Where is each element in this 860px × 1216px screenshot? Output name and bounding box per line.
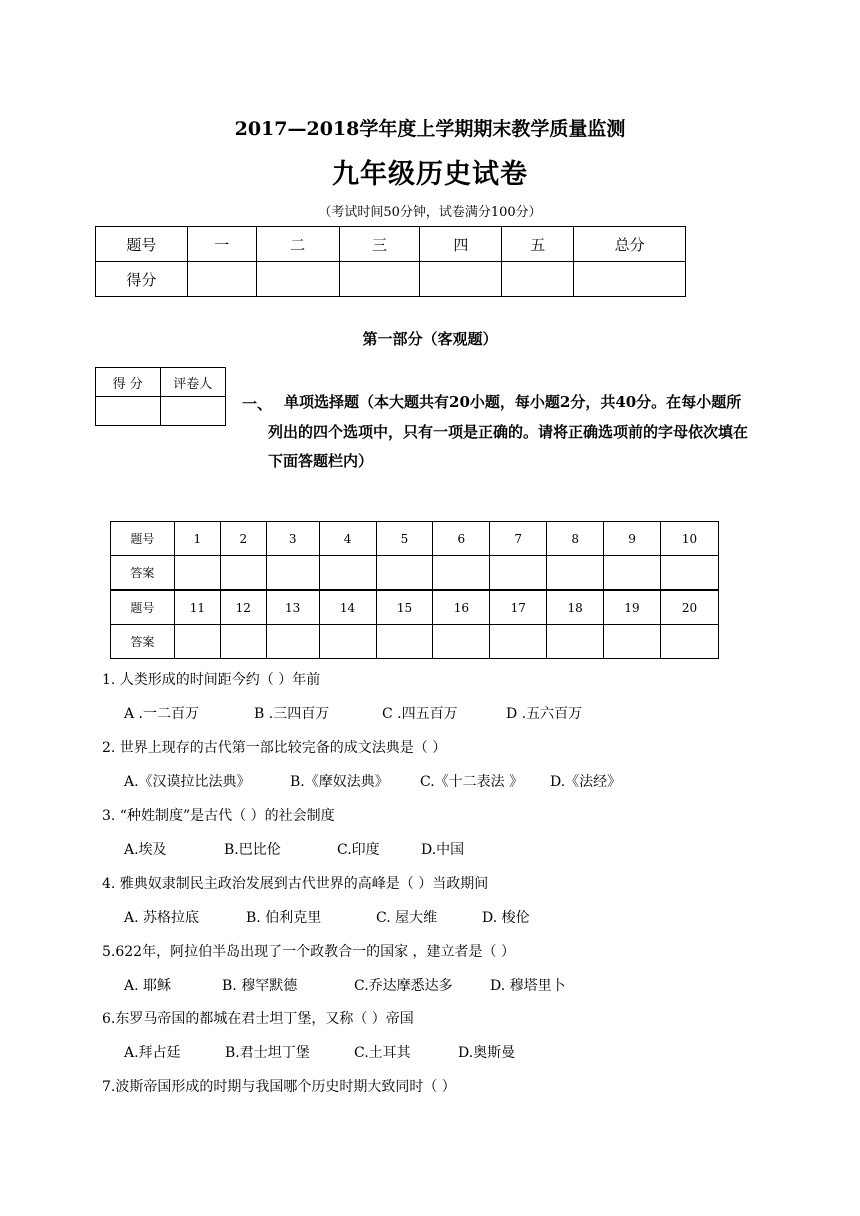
question-number: 7 bbox=[490, 522, 547, 556]
exam-note: （考试时间50分钟，试卷满分100分） bbox=[318, 205, 542, 220]
option: D.奥斯曼 bbox=[458, 1045, 516, 1061]
option: C.乔达摩悉达多 bbox=[354, 978, 453, 994]
option: D. 穆塔里卜 bbox=[490, 978, 566, 994]
question-number: 6 bbox=[433, 522, 490, 556]
score-blank-cell bbox=[502, 262, 574, 297]
answer-blank-cell bbox=[433, 556, 490, 591]
score-cell: 得分 bbox=[96, 262, 188, 297]
question-number: 20 bbox=[660, 590, 718, 625]
option: C .四五百万 bbox=[382, 706, 458, 722]
grader-blank-cell bbox=[96, 397, 161, 426]
section-line: 单项选择题（本大题共有20小题，每小题2分，共40分。在每小题所 bbox=[284, 393, 742, 411]
score-cell: 四 bbox=[420, 227, 502, 262]
section-instructions bbox=[268, 388, 768, 477]
score-blank-cell bbox=[339, 262, 420, 297]
question-stem: 2. 世界上现存的古代第一部比较完备的成文法典是（ ） bbox=[102, 740, 447, 756]
option: B .三四百万 bbox=[254, 706, 330, 722]
section-line: 下面答题栏内） bbox=[268, 452, 374, 470]
question-number: 16 bbox=[433, 590, 490, 625]
grader-score-label: 得 分 bbox=[96, 368, 161, 397]
option: B. 穆罕默德 bbox=[222, 978, 298, 994]
option: A.拜占廷 bbox=[124, 1045, 181, 1061]
question-stem: 5.622年，阿拉伯半岛出现了一个政教合一的国家 ，建立者是（ ） bbox=[102, 944, 515, 960]
option: B. 伯利克里 bbox=[246, 910, 322, 926]
question-number: 5 bbox=[376, 522, 433, 556]
answer-blank-cell bbox=[319, 556, 376, 591]
option: D. 梭伦 bbox=[482, 910, 530, 926]
score-cell: 一 bbox=[187, 227, 256, 262]
answer-fill-row bbox=[111, 625, 719, 659]
grader-box bbox=[95, 367, 226, 426]
score-cell: 五 bbox=[502, 227, 574, 262]
option: C.印度 bbox=[337, 842, 380, 858]
answer-table bbox=[110, 521, 719, 659]
score-table bbox=[95, 226, 686, 297]
answer-blank-cell bbox=[319, 625, 376, 659]
question-number: 8 bbox=[547, 522, 604, 556]
answer-blank-cell bbox=[490, 556, 547, 591]
answer-blank-cell bbox=[660, 625, 718, 659]
option: B.君士坦丁堡 bbox=[225, 1045, 310, 1061]
question-number: 15 bbox=[376, 590, 433, 625]
question-number: 19 bbox=[604, 590, 661, 625]
answer-blank-cell bbox=[174, 625, 220, 659]
option: D.中国 bbox=[421, 842, 465, 858]
option: D .五六百万 bbox=[506, 706, 583, 722]
score-table-header-row bbox=[96, 227, 686, 262]
question-number: 11 bbox=[174, 590, 220, 625]
answer-fill-row bbox=[111, 556, 719, 591]
answer-blank-cell bbox=[604, 556, 661, 591]
question-number: 9 bbox=[604, 522, 661, 556]
question-number: 14 bbox=[319, 590, 376, 625]
score-blank-cell bbox=[187, 262, 256, 297]
answer-blank-cell bbox=[266, 625, 319, 659]
question-stem: 4. 雅典奴隶制民主政治发展到古代世界的高峰是（ ）当政期间 bbox=[102, 876, 489, 892]
answer-row-label: 答案 bbox=[111, 556, 175, 591]
option: C.《十二表法 》 bbox=[420, 774, 524, 790]
answer-blank-cell bbox=[547, 556, 604, 591]
score-blank-cell bbox=[256, 262, 339, 297]
answer-number-row bbox=[111, 522, 719, 556]
exam-subtitle: 九年级历史试卷 bbox=[332, 159, 528, 190]
question-number: 1 bbox=[174, 522, 220, 556]
question-stem: 6.东罗马帝国的都城在君士坦丁堡，又称（ ）帝国 bbox=[102, 1011, 414, 1027]
grader-blank-cell bbox=[160, 397, 226, 426]
answer-blank-cell bbox=[174, 556, 220, 591]
answer-blank-cell bbox=[220, 625, 266, 659]
answer-row-label: 答案 bbox=[111, 625, 175, 659]
score-cell: 总分 bbox=[574, 227, 686, 262]
question-stem: 7.波斯帝国形成的时期与我国哪个历史时期大致同时（ ） bbox=[102, 1079, 456, 1095]
answer-blank-cell bbox=[490, 625, 547, 659]
answer-blank-cell bbox=[433, 625, 490, 659]
option: A .一二百万 bbox=[124, 706, 200, 722]
question-number: 10 bbox=[660, 522, 718, 556]
option: A. 苏格拉底 bbox=[124, 910, 200, 926]
question-number: 18 bbox=[547, 590, 604, 625]
question-stem: 1. 人类形成的时间距今约（ ）年前 bbox=[102, 672, 321, 688]
answer-blank-cell bbox=[220, 556, 266, 591]
score-blank-cell bbox=[574, 262, 686, 297]
question-number: 3 bbox=[266, 522, 319, 556]
grader-name-label: 评卷人 bbox=[160, 368, 226, 397]
part-title: 第一部分（客观题） bbox=[362, 330, 498, 348]
question-number: 12 bbox=[220, 590, 266, 625]
section-line: 列出的四个选项中，只有一项是正确的。请将正确选项前的字母依次填在 bbox=[268, 422, 749, 441]
option: B.《摩奴法典》 bbox=[290, 774, 389, 790]
exam-title: 2017—2018学年度上学期期末教学质量监测 bbox=[234, 118, 626, 140]
option: D.《法经》 bbox=[550, 774, 622, 790]
score-cell: 题号 bbox=[96, 227, 188, 262]
question-stem: 3. “种姓制度”是古代（ ）的社会制度 bbox=[102, 808, 335, 824]
option: A.《汉谟拉比法典》 bbox=[124, 774, 251, 790]
answer-blank-cell bbox=[266, 556, 319, 591]
answer-row-label: 题号 bbox=[111, 522, 175, 556]
score-blank-cell bbox=[420, 262, 502, 297]
answer-row-label: 题号 bbox=[111, 590, 175, 625]
question-number: 4 bbox=[319, 522, 376, 556]
option: A. 耶稣 bbox=[124, 978, 172, 994]
option: A.埃及 bbox=[124, 842, 167, 858]
question-number: 2 bbox=[220, 522, 266, 556]
option: C. 屋大维 bbox=[376, 910, 438, 926]
answer-number-row bbox=[111, 590, 719, 625]
score-cell: 三 bbox=[339, 227, 420, 262]
option: B.巴比伦 bbox=[224, 842, 281, 858]
answer-blank-cell bbox=[660, 556, 718, 591]
answer-blank-cell bbox=[376, 556, 433, 591]
section-number: 一、 bbox=[242, 395, 273, 413]
answer-blank-cell bbox=[604, 625, 661, 659]
question-number: 13 bbox=[266, 590, 319, 625]
answer-blank-cell bbox=[376, 625, 433, 659]
question-number: 17 bbox=[490, 590, 547, 625]
option: C.土耳其 bbox=[354, 1045, 411, 1061]
score-cell: 二 bbox=[256, 227, 339, 262]
answer-blank-cell bbox=[547, 625, 604, 659]
score-table-score-row bbox=[96, 262, 686, 297]
